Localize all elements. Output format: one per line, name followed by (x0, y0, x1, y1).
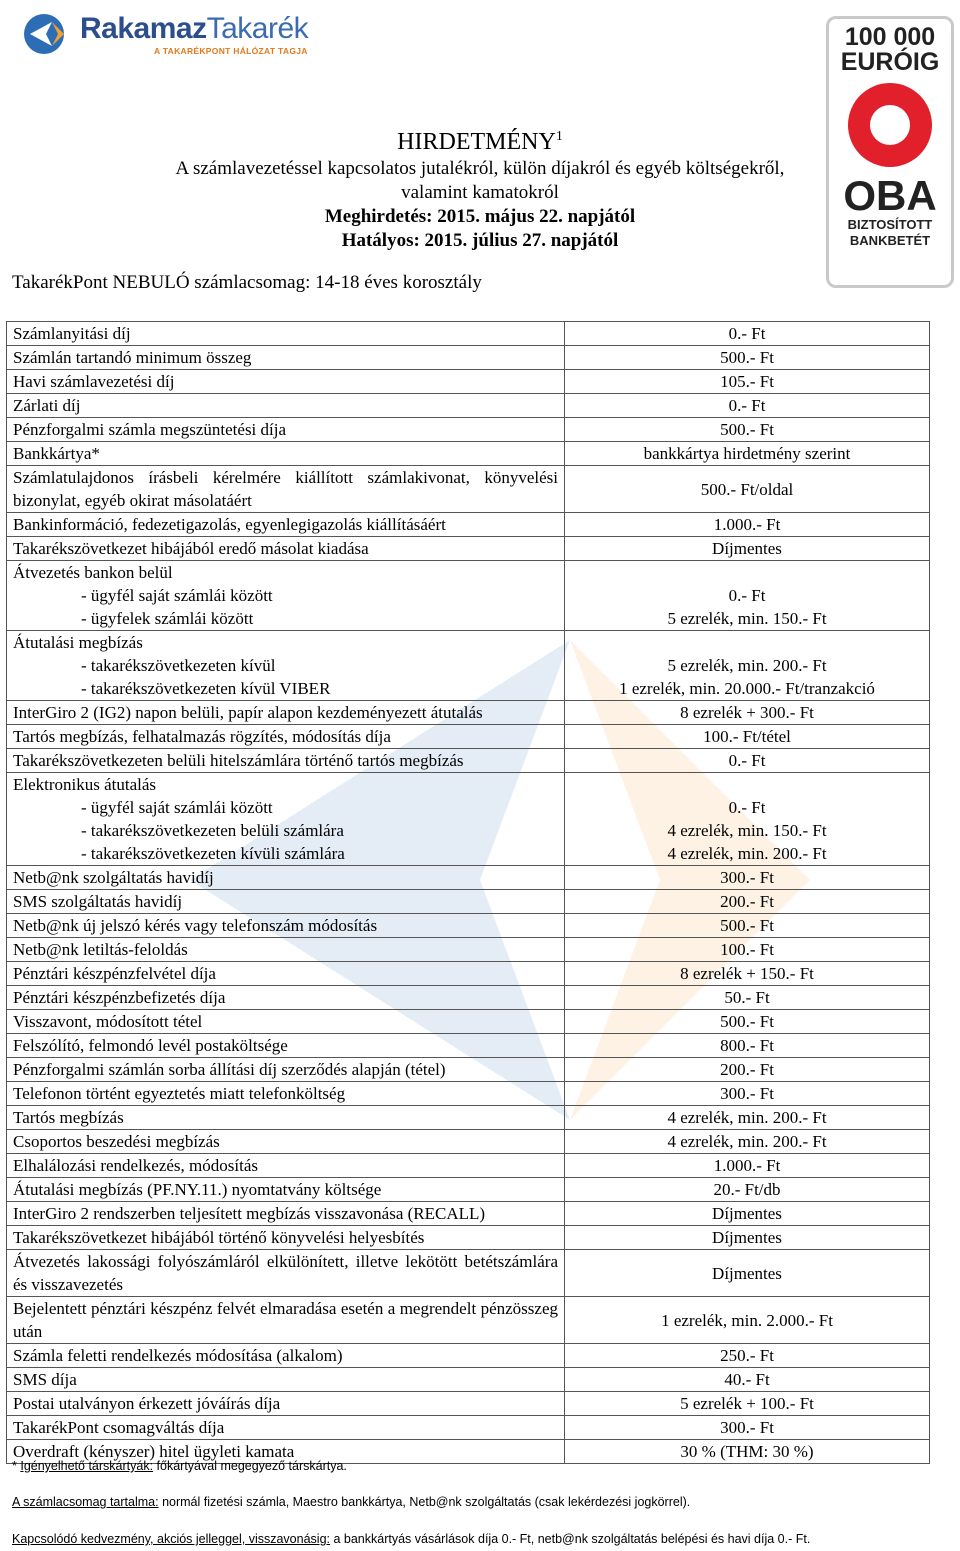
table-row (7, 938, 930, 962)
table-row (7, 1130, 930, 1154)
fee-label: Takarékszövetkezeten belüli hitelszámlára történő tartós megbízás (7, 749, 565, 773)
fee-value: 100.- Ft (565, 938, 930, 962)
fee-value: Díjmentes (565, 537, 930, 561)
table-row (7, 749, 930, 773)
fee-label: Takarékszövetkezet hibájából eredő másolat kiadása (7, 537, 565, 561)
table-row (7, 866, 930, 890)
bank-logo (22, 10, 309, 58)
table-row (7, 914, 930, 938)
fee-label: Számlán tartandó minimum összeg (7, 346, 565, 370)
fee-value: 5 ezrelék + 100.- Ft (565, 1392, 930, 1416)
fee-label: Telefonon történt egyeztetés miatt telefonköltség (7, 1082, 565, 1106)
fee-label: Takarékszövetkezet hibájából történő könyvelési helyesbítés (7, 1226, 565, 1250)
fee-value: 1.000.- Ft (565, 513, 930, 537)
fee-label: Pénzforgalmi számla megszüntetési díja (7, 418, 565, 442)
fee-value: 500.- Ft (565, 914, 930, 938)
fee-label: Overdraft (kényszer) hitel ügyleti kamata (7, 1440, 565, 1464)
fee-value: 30 % (THM: 30 %) (565, 1440, 930, 1464)
table-row (7, 1392, 930, 1416)
note-package-content: A számlacsomag tartalma: normál fizetési számla, Maestro bankkártya, Netb@nk szolgáltatás (csak lekérdezési jogkörrel). (12, 1495, 691, 1509)
table-row (7, 701, 930, 725)
fee-value: 8 ezrelék + 300.- Ft (565, 701, 930, 725)
table-row (7, 418, 930, 442)
fee-value: 105.- Ft (565, 370, 930, 394)
table-row (7, 537, 930, 561)
table-row (7, 962, 930, 986)
fee-value: 300.- Ft (565, 1082, 930, 1106)
oba-amount: 100 000 EURÓIG (840, 23, 940, 76)
fee-label: Számla feletti rendelkezés módosítása (alkalom) (7, 1344, 565, 1368)
table-row (7, 1010, 930, 1034)
fee-label: Pénztári készpénzfelvétel díja (7, 962, 565, 986)
table-row (7, 986, 930, 1010)
fee-value: 20.- Ft/db (565, 1178, 930, 1202)
fee-label: Bankinformáció, fedezetigazolás, egyenlegigazolás kiállításáért (7, 513, 565, 537)
table-row (7, 890, 930, 914)
fee-value: 5 ezrelék, min. 200.- Ft 1 ezrelék, min. 20.000.- Ft/tranzakció (565, 631, 930, 701)
fee-label: SMS díja (7, 1368, 565, 1392)
table-row (7, 1297, 930, 1344)
fee-value: 0.- Ft (565, 322, 930, 346)
table-row (7, 370, 930, 394)
document-subtitle-2: valamint kamatokról (401, 182, 559, 203)
fee-label: Felszólító, felmondó levél postaköltsége (7, 1034, 565, 1058)
fee-value: 200.- Ft (565, 1058, 930, 1082)
table-row (7, 1416, 930, 1440)
fee-label: InterGiro 2 (IG2) napon belüli, papír alapon kezdeményezett átutalás (7, 701, 565, 725)
table-row (7, 1058, 930, 1082)
fee-value: 500.- Ft (565, 346, 930, 370)
fee-value: 100.- Ft/tétel (565, 725, 930, 749)
fee-label: Zárlati díj (7, 394, 565, 418)
fee-value: 800.- Ft (565, 1034, 930, 1058)
fee-label: Postai utalványon érkezett jóváírás díja (7, 1392, 565, 1416)
table-row (7, 1344, 930, 1368)
fee-label: Átvezetés bankon belül - ügyfél saját számlái között - ügyfelek számlái között (7, 561, 565, 631)
table-row (7, 394, 930, 418)
fee-label: Számlanyitási díj (7, 322, 565, 346)
fee-value: 0.- Ft 4 ezrelék, min. 150.- Ft 4 ezrelék, min. 200.- Ft (565, 773, 930, 866)
fee-value: 4 ezrelék, min. 200.- Ft (565, 1130, 930, 1154)
fee-value: 500.- Ft (565, 1010, 930, 1034)
fee-label: Átutalási megbízás (PF.NY.11.) nyomtatvány költsége (7, 1178, 565, 1202)
fee-label: Bankkártya* (7, 442, 565, 466)
note-discount: Kapcsolódó kedvezmény, akciós jelleggel, visszavonásig: a bankkártyás vásárlások díja 0.- Ft, netb@nk szolgáltatás belépési és havi díja 0.- Ft. (12, 1532, 811, 1546)
table-row (7, 725, 930, 749)
fee-label: Havi számlavezetési díj (7, 370, 565, 394)
oba-subtitle: BIZTOSÍTOTT BANKBETÉT (847, 217, 933, 248)
fee-label: Elhalálozási rendelkezés, módosítás (7, 1154, 565, 1178)
fee-label: Netb@nk szolgáltatás havidíj (7, 866, 565, 890)
fee-value: 40.- Ft (565, 1368, 930, 1392)
fee-label: Netb@nk új jelszó kérés vagy telefonszám módosítás (7, 914, 565, 938)
table-row (7, 1250, 930, 1297)
fee-value: Díjmentes (565, 1202, 930, 1226)
fee-value: 500.- Ft/oldal (565, 466, 930, 513)
fee-label: Átvezetés lakossági folyószámláról elkülönített, illetve lekötött betétszámlára és visszavezetés (7, 1250, 565, 1297)
table-row (7, 561, 930, 631)
announced-date: Meghirdetés: 2015. május 22. napjától (324, 206, 636, 227)
oba-name: OBA (843, 172, 937, 219)
bank-logo-name: RakamazTakarék (80, 12, 309, 45)
bank-logo-tagline: A TAKARÉKPONT HÁLÓZAT TAGJA (154, 46, 308, 56)
table-row (7, 773, 930, 866)
fee-value: 200.- Ft (565, 890, 930, 914)
table-row (7, 322, 930, 346)
fee-value: 0.- Ft (565, 749, 930, 773)
table-row (7, 1368, 930, 1392)
note-cobrand-cards: * Igényelhető társkártyák: főkártyával megegyező társkártya. (12, 1459, 347, 1473)
table-row (7, 1034, 930, 1058)
fee-value: 300.- Ft (565, 866, 930, 890)
table-row (7, 442, 930, 466)
table-row (7, 1106, 930, 1130)
table-row (7, 1178, 930, 1202)
fee-value: 0.- Ft (565, 394, 930, 418)
fee-label: Átutalási megbízás - takarékszövetkezeten kívül - takarékszövetkezeten kívül VIBER (7, 631, 565, 701)
fee-label: Tartós megbízás (7, 1106, 565, 1130)
document-header (0, 122, 960, 253)
fee-label: Pénztári készpénzbefizetés díja (7, 986, 565, 1010)
table-row (7, 1082, 930, 1106)
fee-label: TakarékPont csomagváltás díja (7, 1416, 565, 1440)
package-name: TakarékPont NEBULÓ számlacsomag: 14-18 éves korosztály (12, 272, 482, 293)
fee-label: Tartós megbízás, felhatalmazás rögzítés, módosítás díja (7, 725, 565, 749)
fee-label: Netb@nk letiltás-feloldás (7, 938, 565, 962)
fee-table (6, 321, 930, 1464)
table-row (7, 1202, 930, 1226)
fee-label: Számlatulajdonos írásbeli kérelmére kiállított számlakivonat, könyvelési bizonylat, egyéb okirat másolatáért (7, 466, 565, 513)
fee-label: InterGiro 2 rendszerben teljesített megbízás visszavonása (RECALL) (7, 1202, 565, 1226)
table-row (7, 631, 930, 701)
fee-label: Elektronikus átutalás - ügyfél saját számlái között - takarékszövetkezeten belüli számlára - takarékszövetkezeten kívüli számlára (7, 773, 565, 866)
fee-value: 50.- Ft (565, 986, 930, 1010)
fee-label: Visszavont, módosított tétel (7, 1010, 565, 1034)
fee-label: Bejelentett pénztári készpénz felvét elmaradása esetén a megrendelt pénzösszeg után (7, 1297, 565, 1344)
fee-value: Díjmentes (565, 1250, 930, 1297)
fee-value: Díjmentes (565, 1226, 930, 1250)
table-row (7, 346, 930, 370)
fee-value: 500.- Ft (565, 418, 930, 442)
fee-label: Csoportos beszedési megbízás (7, 1130, 565, 1154)
fee-value: 4 ezrelék, min. 200.- Ft (565, 1106, 930, 1130)
table-row (7, 1154, 930, 1178)
table-row (7, 1226, 930, 1250)
bank-logo-icon (22, 12, 70, 56)
fee-value: 250.- Ft (565, 1344, 930, 1368)
fee-label: Pénzforgalmi számlán sorba állítási díj szerződés alapján (tétel) (7, 1058, 565, 1082)
table-row (7, 466, 930, 513)
fee-value: 1 ezrelék, min. 2.000.- Ft (565, 1297, 930, 1344)
fee-value: 300.- Ft (565, 1416, 930, 1440)
fee-value: 0.- Ft 5 ezrelék, min. 150.- Ft (565, 561, 930, 631)
fee-value: bankkártya hirdetmény szerint (565, 442, 930, 466)
document-subtitle: A számlavezetéssel kapcsolatos jutalékról, külön díjakról és egyéb költségekről, (175, 158, 785, 179)
effective-date: Hatályos: 2015. július 27. napjától (341, 230, 619, 251)
fee-value: 8 ezrelék + 150.- Ft (565, 962, 930, 986)
fee-value: 1.000.- Ft (565, 1154, 930, 1178)
fee-label: SMS szolgáltatás havidíj (7, 890, 565, 914)
document-title: HIRDETMÉNY$^1$ (397, 129, 563, 155)
table-row (7, 513, 930, 537)
